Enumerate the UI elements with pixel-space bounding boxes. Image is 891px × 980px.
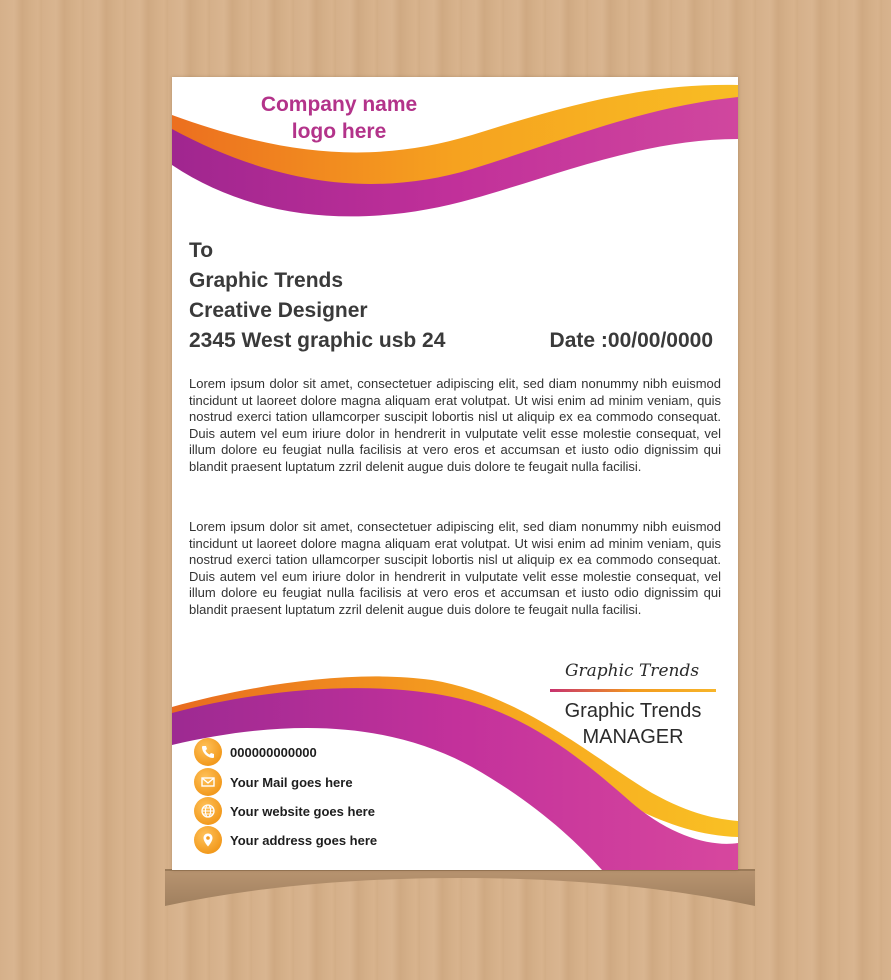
handwritten-signature: Graphic Trends xyxy=(564,661,700,681)
display-stand xyxy=(165,866,755,910)
body-paragraph-1: Lorem ipsum dolor sit amet, consectetuer adipiscing elit, sed diam nonummy nibh euismod tincidunt ut laoreet dolore magna aliquam erat volutpat. Ut wisi enim ad minim veniam, quis nostrud exerci tation ullamcorper suscipit lobortis nisl ut aliquip ex ea commodo consequat. Duis autem vel eum iriure dolor in hendrerit in vulputate velit esse molestie consequat, vel illum dolore eu feugiat nulla facilisis at vero eros et accumsan et iusto odio dignissim qui blandit praesent luptatum zzril delenit augue duis dolore te feugait nulla facilisi. xyxy=(189,376,721,474)
phone-icon xyxy=(194,738,222,766)
company-logo-placeholder xyxy=(232,91,446,145)
recipient-name: Graphic Trends xyxy=(189,269,344,292)
signatory-name: Graphic Trends xyxy=(564,700,702,722)
contact-website xyxy=(194,797,375,825)
globe-icon xyxy=(194,797,222,825)
contact-website-text: Your website goes here xyxy=(230,803,375,819)
mail-icon xyxy=(194,768,222,796)
body-paragraph-2: Lorem ipsum dolor sit amet, consectetuer adipiscing elit, sed diam nonummy nibh euismod tincidunt ut laoreet dolore magna aliquam erat volutpat. Ut wisi enim ad minim veniam, quis nostrud exerci tation ullamcorper suscipit lobortis nisl ut aliquip ex ea commodo consequat. Duis autem vel eum iriure dolor in hendrerit in vulputate velit esse molestie consequat, vel illum dolore eu feugiat nulla facilisis at vero eros et accumsan et iusto odio dignissim qui blandit praesent luptatum zzril delenit augue duis dolore te feugait nulla facilisi. xyxy=(189,519,721,617)
letterhead-page xyxy=(172,77,738,870)
location-pin-icon xyxy=(194,826,222,854)
contact-mail-text: Your Mail goes here xyxy=(230,774,353,790)
recipient-to: To xyxy=(189,239,214,262)
recipient-address: 2345 West graphic usb 24 xyxy=(189,329,446,352)
signatory-title: MANAGER xyxy=(582,726,684,748)
company-name: Company name xyxy=(260,93,418,116)
recipient-role: Creative Designer xyxy=(189,299,368,322)
letter-date: Date :00/00/0000 xyxy=(549,329,713,352)
contact-phone xyxy=(194,738,317,766)
contact-address xyxy=(194,826,377,854)
contact-mail xyxy=(194,768,353,796)
company-logo-text: logo here xyxy=(291,120,387,143)
contact-phone-text: 000000000000 xyxy=(230,744,317,760)
signature-divider xyxy=(550,689,716,692)
contact-address-text: Your address goes here xyxy=(230,832,378,848)
